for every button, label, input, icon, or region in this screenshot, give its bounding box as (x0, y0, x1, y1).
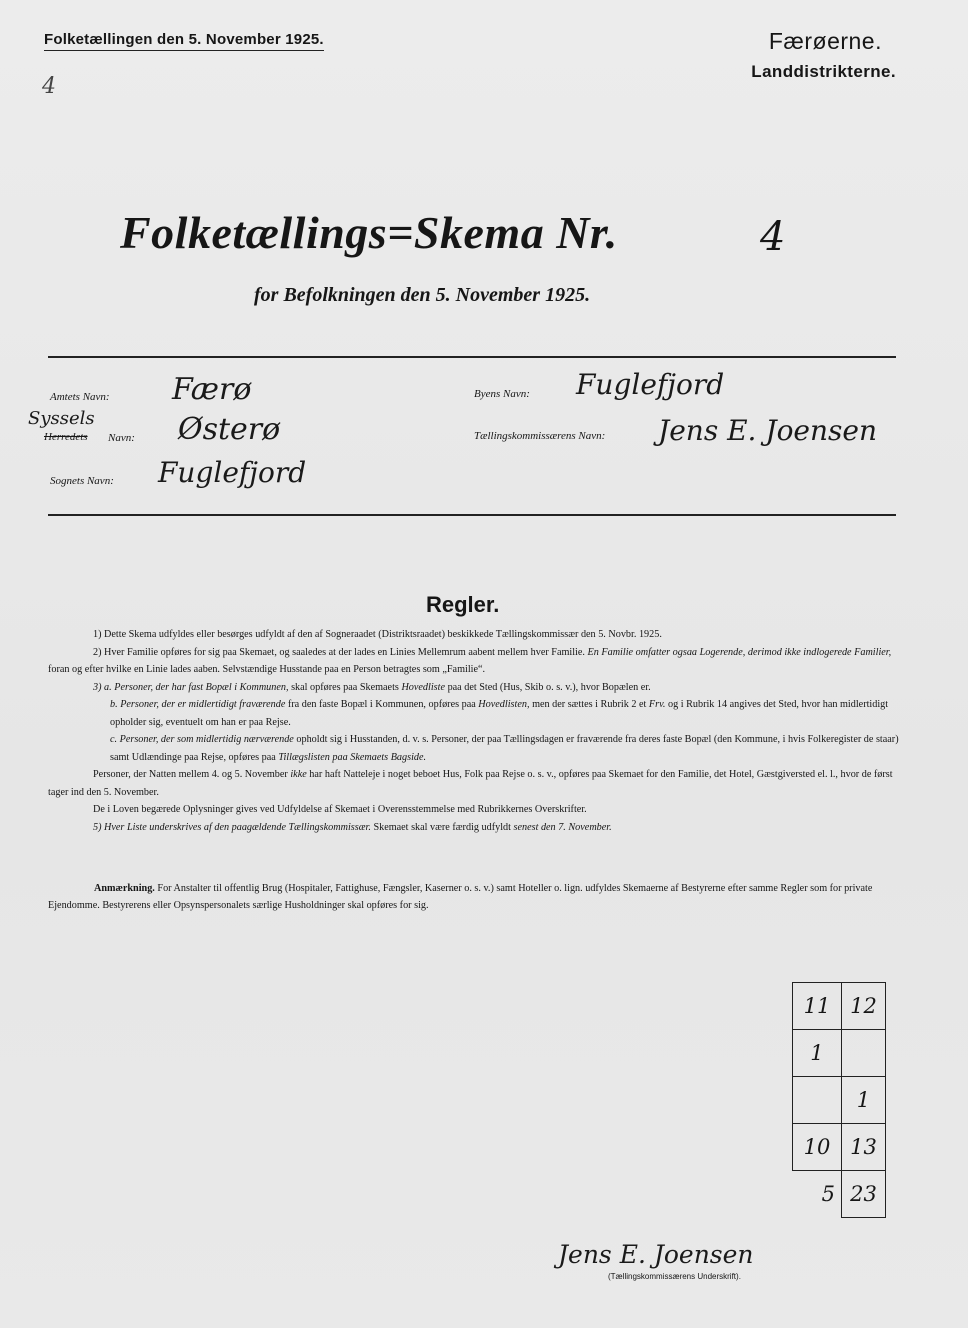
herred-label-struck: Herredets (44, 431, 88, 443)
tally-cell: 12 (841, 983, 885, 1030)
tally-cell: 11 (793, 983, 842, 1030)
rules-body (48, 626, 902, 836)
bottom-divider (48, 514, 896, 516)
tally-row (793, 1030, 886, 1077)
tally-cell (841, 1030, 885, 1077)
tally-cell: 23 (841, 1171, 885, 1218)
note-text: For Anstalter til offentlig Brug (Hospitaler, Fattighuse, Fængsler, Kaserner o. s. v.) samt Hoteller o. lign. udfyldes Skemaerne af Bestyrerne efter samme Regler som for private Ejendomme. Bestyrerens eller Opsynspersonalets særlige Husholdninger skal opføres for sig. (48, 883, 873, 911)
herred-value: Østerø (178, 412, 281, 447)
rule-loven: De i Loven begærede Oplysninger gives ved Udfyldelse af Skemaet i Overensstemmelse med Rubrikkernes Overskrifter. (93, 804, 587, 815)
sogn-value: Fuglefjord (158, 456, 307, 489)
tally-cell: 10 (793, 1124, 842, 1171)
rule-4: Personer, der Natten mellem 4. og 5. November ikke har haft Natteleje i noget beboet Hus, Folk paa Rejse o. s. v., opføres paa Skemaet for den Familie, det Hotel, Gæstgiversted el. l., hvor de først tager ind den 5. November. (48, 769, 893, 798)
rule-3c: c. Personer, der som midlertidig nærværende opholdt sig i Husstanden, d. v. s. Personer, der paa Tællingsdagen er fraværende fra deres faste Bopæl (den Kommune, i hvis Folkeregister de staar) samt Udlændinge paa Rejse, opføres paa Tillægslisten paa Skemaets Bagside. (110, 734, 899, 763)
tally-row (793, 1124, 886, 1171)
rule-1: 1) Dette Skema udfyldes eller besørges udfyldt af den af Sogneraadet (Distriktsraadet) beskikkede Tællingskommissær den 5. Novbr. 1925. (93, 629, 662, 640)
tally-cell: 5 (821, 1182, 835, 1207)
tally-row (793, 1077, 886, 1124)
tally-cell: 1 (841, 1077, 885, 1124)
amt-value: Færø (172, 372, 252, 407)
rules-heading: Regler. (426, 592, 500, 617)
herred-correction: Syssels (28, 408, 95, 429)
form-number: 4 (760, 214, 786, 260)
amt-label: Amtets Navn: (50, 391, 110, 403)
rule-3a: 3) a. Personer, der har fast Bopæl i Kommunen, skal opføres paa Skemaets Hovedliste paa det Sted (Hus, Skib o. s. v.), hvor Bopælen er. (93, 681, 651, 693)
note-paragraph (48, 880, 902, 914)
note-label: Anmærkning. (94, 883, 155, 894)
signature-caption: (Tællingskommissærens Underskrift). (608, 1272, 741, 1281)
kommissaer-label: Tællingskommissærens Navn: (474, 430, 606, 442)
folio-mark: 4 (42, 74, 56, 99)
header-region: Færøerne. (768, 28, 882, 54)
herred-label-suffix: Navn: (108, 432, 135, 444)
rule-5: 5) Hver Liste underskrives af den paagældende Tællingskommissær. Skemaet skal være færdig udfyldt senest den 7. November. (93, 821, 612, 833)
sogn-label: Sognets Navn: (50, 475, 114, 487)
top-divider (48, 356, 896, 358)
rule-2: 2) Hver Familie opføres for sig paa Skemaet, og saaledes at der lades en Linies Mellemrum aabent mellem hver Familie. En Familie omfatter ogsaa Logerende, derimod ikke indlogerede Familier, foran og efter hvilke en Linie lades aaben. Selvstændige Husstande paa en Person betragtes som „Familie“. (48, 646, 892, 675)
tally-row (793, 983, 886, 1030)
tally-cell (793, 1077, 842, 1124)
tally-box (792, 982, 886, 1218)
rule-3b: b. Personer, der er midlertidigt fraværende fra den faste Bopæl i Kommunen, opføres paa Hovedlisten, men der sættes i Rubrik 2 et Frv. og i Rubrik 14 angives det Sted, hvor han midlertidigt opholder sig, eventuelt om han er paa Rejse. (110, 699, 889, 728)
header-district-type: Landdistrikterne. (751, 62, 896, 81)
form-subtitle: for Befolkningen den 5. November 1925. (254, 284, 591, 306)
signature: Jens E. Joensen (558, 1240, 754, 1269)
by-label: Byens Navn: (474, 388, 530, 400)
tally-cell: 13 (841, 1124, 885, 1171)
tally-table (792, 982, 886, 1218)
tally-row (793, 1171, 886, 1218)
form-title: Folketællings=Skema Nr. (120, 207, 618, 258)
by-value: Fuglefjord (576, 368, 725, 401)
header-census-date: Folketællingen den 5. November 1925. (44, 31, 324, 51)
kommissaer-value: Jens E. Joensen (658, 414, 877, 447)
tally-cell: 1 (793, 1030, 842, 1077)
